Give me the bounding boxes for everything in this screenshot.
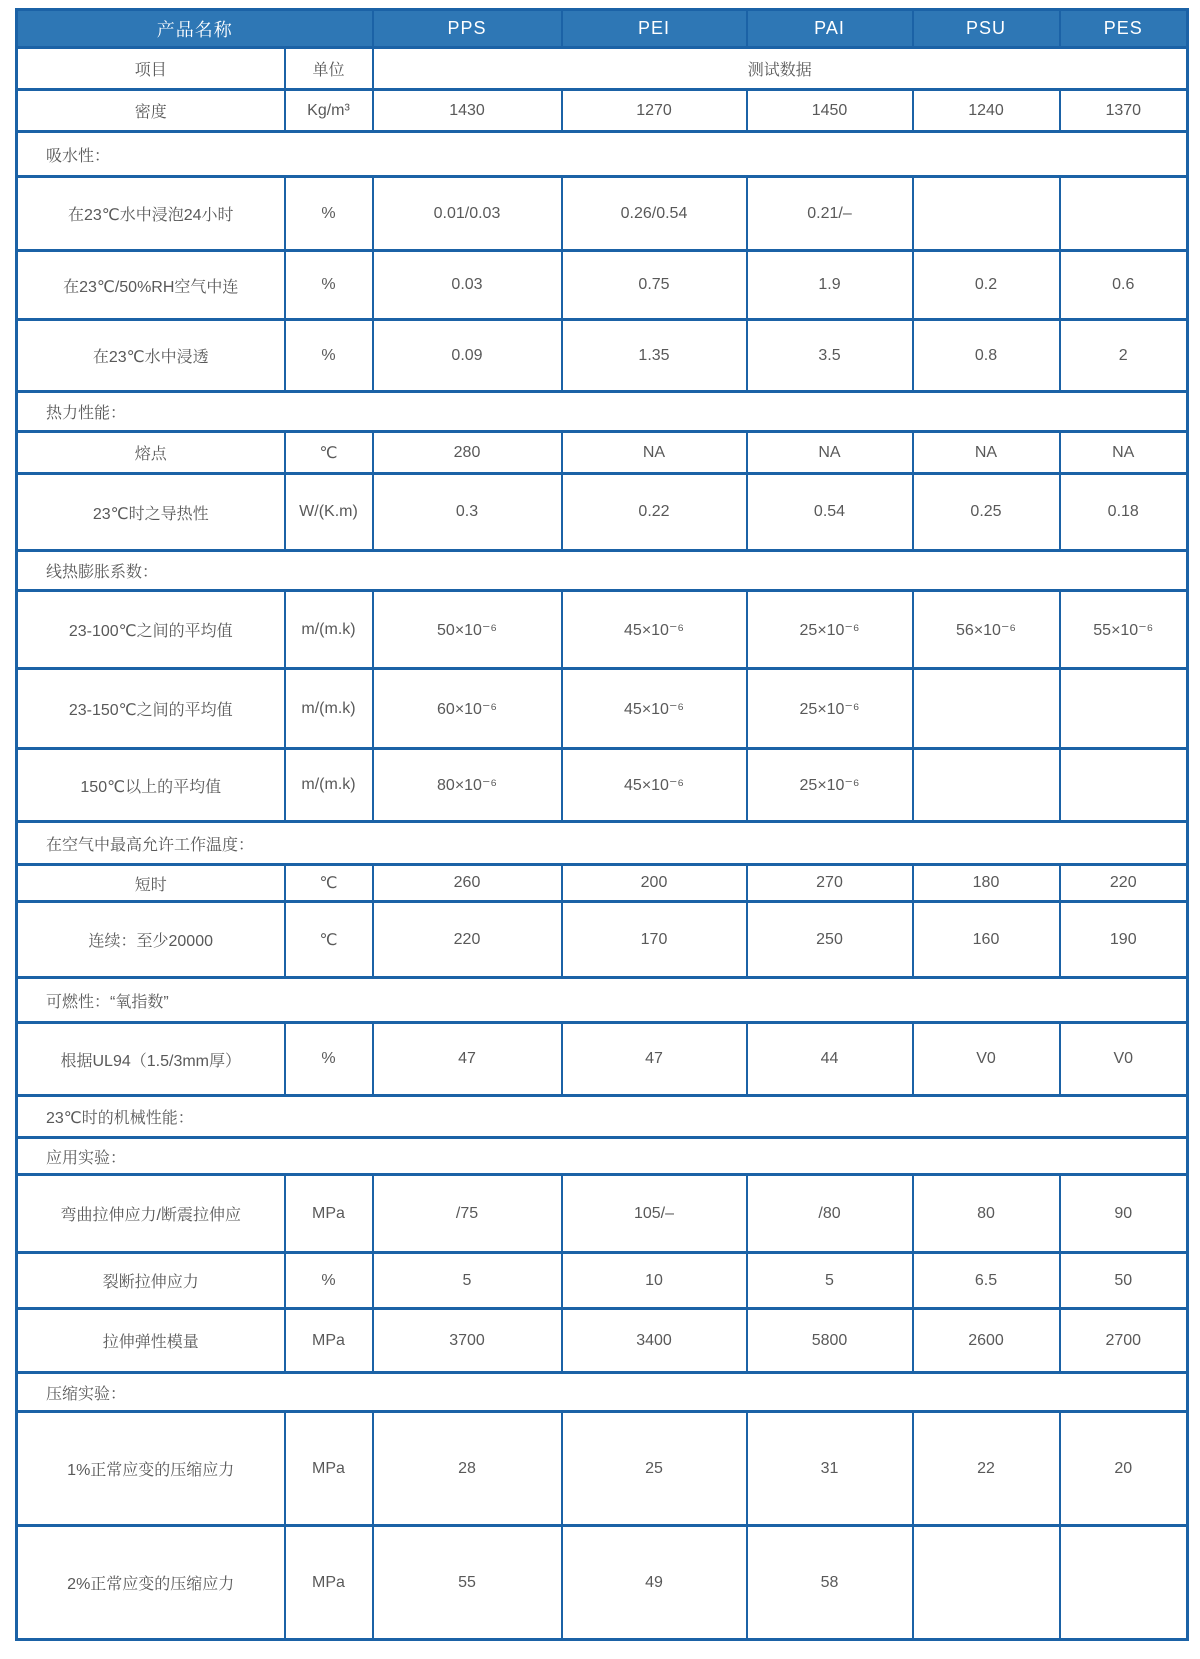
row-value: 22 (913, 1412, 1060, 1526)
row-item-label: 23-150℃之间的平均值 (17, 669, 285, 749)
row-value: 80 (913, 1175, 1060, 1253)
row-value: 220 (1060, 865, 1188, 902)
row-value: 5 (747, 1253, 913, 1309)
row-value: 31 (747, 1412, 913, 1526)
row-unit: % (285, 251, 373, 320)
row-unit: % (285, 177, 373, 251)
row-value: 58 (747, 1526, 913, 1640)
row-unit: m/(m.k) (285, 669, 373, 749)
row-value: 0.25 (913, 474, 1060, 551)
row-value: 280 (373, 432, 562, 474)
table-row (17, 669, 1188, 749)
row-value (1060, 1526, 1188, 1640)
section-header: 应用实验： (17, 1138, 1188, 1175)
row-value: 250 (747, 902, 913, 978)
table-row (17, 320, 1188, 392)
row-value: 47 (562, 1023, 747, 1096)
section-row (17, 1138, 1188, 1175)
row-value: 220 (373, 902, 562, 978)
row-value: V0 (1060, 1023, 1188, 1096)
row-value: 55×10⁻⁶ (1060, 591, 1188, 669)
row-value: 3.5 (747, 320, 913, 392)
row-value: NA (562, 432, 747, 474)
row-value: 6.5 (913, 1253, 1060, 1309)
table-row (17, 865, 1188, 902)
row-item-label: 拉伸弹性模量 (17, 1309, 285, 1373)
section-row (17, 551, 1188, 591)
section-row (17, 132, 1188, 177)
table-row (17, 251, 1188, 320)
section-row (17, 978, 1188, 1023)
row-value: 0.09 (373, 320, 562, 392)
row-value: 180 (913, 865, 1060, 902)
row-value (913, 749, 1060, 822)
row-item-label: 短时 (17, 865, 285, 902)
row-unit: % (285, 1023, 373, 1096)
row-value: 3700 (373, 1309, 562, 1373)
row-value: 0.75 (562, 251, 747, 320)
table-row (17, 1412, 1188, 1526)
row-value: V0 (913, 1023, 1060, 1096)
row-item-label: 1%正常应变的压缩应力 (17, 1412, 285, 1526)
row-value: 260 (373, 865, 562, 902)
row-value: 25 (562, 1412, 747, 1526)
subheader-item: 项目 (17, 48, 285, 90)
row-value: 55 (373, 1526, 562, 1640)
section-row (17, 392, 1188, 432)
row-value: NA (1060, 432, 1188, 474)
row-value: 44 (747, 1023, 913, 1096)
section-header: 可燃性：“氧指数” (17, 978, 1188, 1023)
row-unit: MPa (285, 1309, 373, 1373)
row-value: 80×10⁻⁶ (373, 749, 562, 822)
row-item-label: 23℃时之导热性 (17, 474, 285, 551)
row-value: 0.2 (913, 251, 1060, 320)
row-unit: ℃ (285, 902, 373, 978)
row-value: 28 (373, 1412, 562, 1526)
row-unit: m/(m.k) (285, 749, 373, 822)
row-value (1060, 669, 1188, 749)
row-item-label: 2%正常应变的压缩应力 (17, 1526, 285, 1640)
row-value: 0.03 (373, 251, 562, 320)
product-column-header-pai: PAI (747, 10, 913, 48)
row-value: 3400 (562, 1309, 747, 1373)
row-value: 200 (562, 865, 747, 902)
table-row (17, 1253, 1188, 1309)
products-header-label: 产品名称 (17, 10, 373, 48)
row-value: 90 (1060, 1175, 1188, 1253)
row-value: 5800 (747, 1309, 913, 1373)
table-row (17, 1175, 1188, 1253)
section-header: 在空气中最高允许工作温度： (17, 822, 1188, 865)
row-item-label: 弯曲拉伸应力/断震拉伸应 (17, 1175, 285, 1253)
table-row (17, 591, 1188, 669)
row-value: 0.26/0.54 (562, 177, 747, 251)
row-value: 10 (562, 1253, 747, 1309)
section-row (17, 1373, 1188, 1412)
table-row (17, 474, 1188, 551)
subheader-row (17, 48, 1188, 90)
row-value: 0.21/– (747, 177, 913, 251)
row-value: 0.18 (1060, 474, 1188, 551)
row-item-label: 连续：至少20000 (17, 902, 285, 978)
row-value: 50 (1060, 1253, 1188, 1309)
row-value: 60×10⁻⁶ (373, 669, 562, 749)
table-row (17, 902, 1188, 978)
row-value: 25×10⁻⁶ (747, 591, 913, 669)
section-header: 23℃时的机械性能： (17, 1096, 1188, 1138)
row-value: 45×10⁻⁶ (562, 669, 747, 749)
row-item-label: 在23℃水中浸透 (17, 320, 285, 392)
product-column-header-pps: PPS (373, 10, 562, 48)
table-row (17, 749, 1188, 822)
row-unit: W/(K.m) (285, 474, 373, 551)
section-header: 线热膨胀系数： (17, 551, 1188, 591)
row-value: 0.54 (747, 474, 913, 551)
row-value: /80 (747, 1175, 913, 1253)
row-unit: ℃ (285, 432, 373, 474)
section-row (17, 822, 1188, 865)
product-column-header-psu: PSU (913, 10, 1060, 48)
table-row (17, 177, 1188, 251)
table-row (17, 90, 1188, 132)
row-value: 1370 (1060, 90, 1188, 132)
row-unit: MPa (285, 1175, 373, 1253)
product-column-header-pei: PEI (562, 10, 747, 48)
table-row (17, 1526, 1188, 1640)
row-value: NA (913, 432, 1060, 474)
row-item-label: 熔点 (17, 432, 285, 474)
row-value: 2700 (1060, 1309, 1188, 1373)
row-value: 25×10⁻⁶ (747, 669, 913, 749)
row-item-label: 150℃以上的平均值 (17, 749, 285, 822)
row-item-label: 在23℃水中浸泡24小时 (17, 177, 285, 251)
section-header: 吸水性： (17, 132, 1188, 177)
row-value: 0.6 (1060, 251, 1188, 320)
row-value: 0.22 (562, 474, 747, 551)
row-value: 270 (747, 865, 913, 902)
row-item-label: 密度 (17, 90, 285, 132)
row-value (913, 669, 1060, 749)
row-value: 1270 (562, 90, 747, 132)
row-value: 47 (373, 1023, 562, 1096)
row-unit: m/(m.k) (285, 591, 373, 669)
row-value: /75 (373, 1175, 562, 1253)
section-header: 热力性能： (17, 392, 1188, 432)
section-header: 压缩实验： (17, 1373, 1188, 1412)
row-item-label: 根据UL94（1.5/3mm厚） (17, 1023, 285, 1096)
spec-table-body (17, 10, 1188, 1640)
row-value: 20 (1060, 1412, 1188, 1526)
row-item-label: 裂断拉伸应力 (17, 1253, 285, 1309)
row-value (1060, 177, 1188, 251)
row-item-label: 在23℃/50%RH空气中连 (17, 251, 285, 320)
row-value: 2600 (913, 1309, 1060, 1373)
row-value: 1.9 (747, 251, 913, 320)
subheader-unit: 单位 (285, 48, 373, 90)
row-item-label: 23-100℃之间的平均值 (17, 591, 285, 669)
row-value: 1430 (373, 90, 562, 132)
row-value: 49 (562, 1526, 747, 1640)
row-value: 1.35 (562, 320, 747, 392)
product-spec-table (15, 8, 1189, 1641)
row-unit: % (285, 1253, 373, 1309)
row-value: 0.8 (913, 320, 1060, 392)
row-value: 160 (913, 902, 1060, 978)
row-unit: % (285, 320, 373, 392)
products-header-row (17, 10, 1188, 48)
row-value (913, 177, 1060, 251)
table-row (17, 432, 1188, 474)
row-value: 170 (562, 902, 747, 978)
row-value (1060, 749, 1188, 822)
row-unit: MPa (285, 1526, 373, 1640)
row-value: 190 (1060, 902, 1188, 978)
table-row (17, 1309, 1188, 1373)
row-value: 45×10⁻⁶ (562, 591, 747, 669)
row-value: 1240 (913, 90, 1060, 132)
section-row (17, 1096, 1188, 1138)
subheader-test-data: 测试数据 (373, 48, 1188, 90)
row-value: 56×10⁻⁶ (913, 591, 1060, 669)
row-value: 0.01/0.03 (373, 177, 562, 251)
row-unit: ℃ (285, 865, 373, 902)
row-value: 5 (373, 1253, 562, 1309)
row-value: 105/– (562, 1175, 747, 1253)
row-value: 2 (1060, 320, 1188, 392)
row-value (913, 1526, 1060, 1640)
row-value: 1450 (747, 90, 913, 132)
row-value: 0.3 (373, 474, 562, 551)
row-unit: MPa (285, 1412, 373, 1526)
product-column-header-pes: PES (1060, 10, 1188, 48)
row-value: NA (747, 432, 913, 474)
row-value: 45×10⁻⁶ (562, 749, 747, 822)
row-unit: Kg/m³ (285, 90, 373, 132)
table-row (17, 1023, 1188, 1096)
row-value: 50×10⁻⁶ (373, 591, 562, 669)
row-value: 25×10⁻⁶ (747, 749, 913, 822)
